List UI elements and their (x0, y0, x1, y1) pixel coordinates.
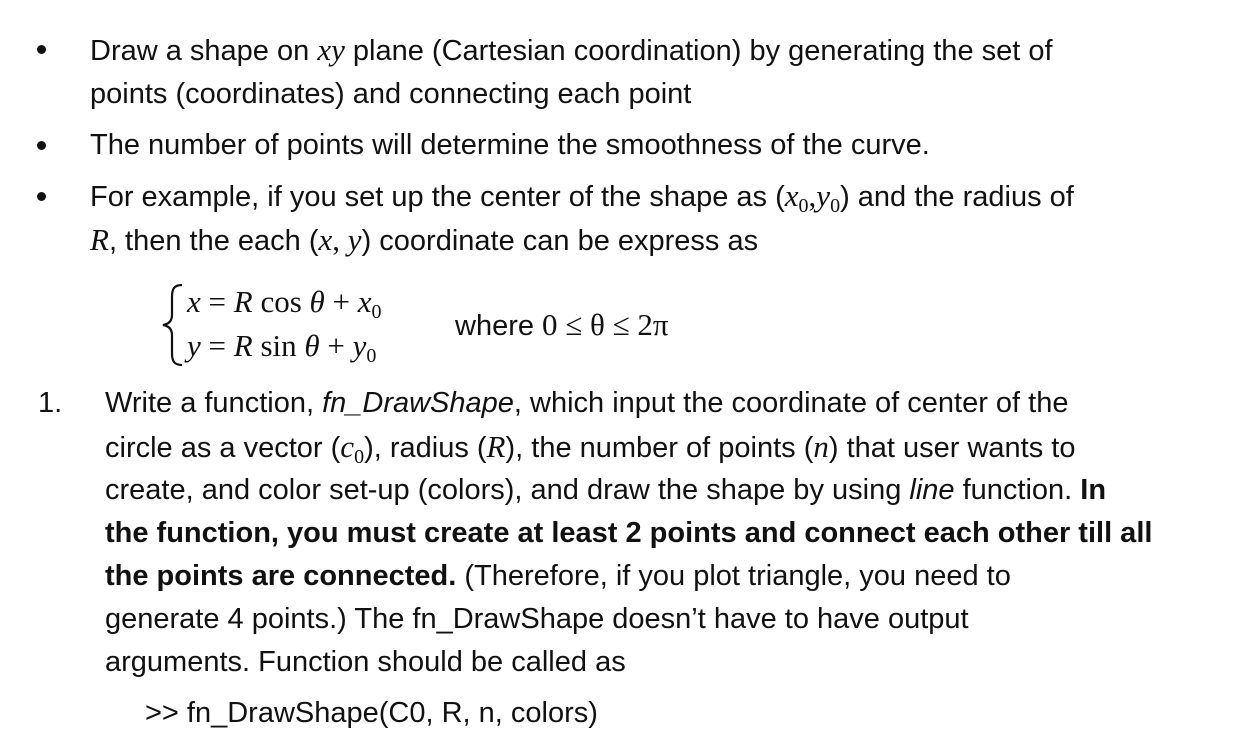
math-subscript: 0 (798, 195, 809, 217)
math-R: R (486, 429, 506, 464)
bullet-1-line-1 (90, 30, 1053, 71)
task-line-1 (105, 383, 1068, 423)
math-y: y (187, 328, 201, 363)
math-xy: xy (317, 32, 345, 67)
math-subscript: 0 (366, 345, 377, 367)
text-run: function. (954, 474, 1081, 506)
function-call-example: >> fn_DrawShape(C0, R, n, colors) (145, 697, 598, 729)
bullet-dot-icon (37, 45, 46, 54)
math-y: y (816, 178, 831, 213)
math-theta: θ (309, 284, 325, 319)
where-clause (455, 307, 669, 344)
parametric-formula (160, 283, 760, 368)
math-cos: cos (252, 284, 310, 319)
text-run: ) that user wants to (828, 432, 1076, 464)
equation-x (187, 284, 382, 330)
bullet-3-line-1 (90, 176, 1074, 226)
math-equals: = (200, 328, 234, 363)
text-run: (Therefore, if you plot triangle, you need to (456, 560, 1011, 592)
math-comma: , (808, 178, 817, 213)
math-equals: = (200, 284, 234, 319)
equation-y (187, 328, 376, 374)
math-subscript: 0 (354, 446, 365, 468)
math-x: x (784, 178, 799, 213)
text-run: ), radius ( (364, 432, 487, 464)
math-x: x (187, 284, 201, 319)
bullet-dot-icon (37, 141, 46, 150)
task-line-4: the function, you must create at least 2 points and connect each other till all (105, 517, 1153, 549)
text-run: ) coordinate can be express as (361, 225, 759, 257)
bullet-2-line-1: The number of points will determine the smoothness of the curve. (90, 129, 930, 161)
math-c: c (340, 429, 355, 464)
math-y: y (352, 328, 367, 363)
task-number: 1. (38, 387, 63, 419)
text-run: Write a function, (105, 387, 323, 419)
text-run: create, and color set-up (colors), and draw the shape by using (105, 474, 910, 506)
bullet-1-line-2: points (coordinates) and connecting each point (90, 78, 692, 110)
task-line-6: generate 4 points.) The fn_DrawShape doesn’t have to have output (105, 603, 969, 635)
italic-line: line (909, 474, 955, 506)
text-run: where (455, 310, 543, 342)
left-brace-icon (160, 283, 186, 367)
math-plus: + (324, 284, 358, 319)
text-run: plane (Cartesian coordination) by generating the set of (344, 35, 1053, 67)
math-R: R (90, 222, 109, 257)
math-y: y (347, 222, 362, 257)
task-line-7: arguments. Function should be called as (105, 646, 626, 678)
text-run: circle as a vector ( (105, 432, 341, 464)
math-x: x (357, 284, 372, 319)
text-run: For example, if you set up the center of the shape as ( (90, 181, 785, 213)
bold-text: In (1080, 474, 1107, 506)
task-line-5 (105, 556, 1011, 596)
text-run: , which input the coordinate of center of the (513, 387, 1069, 419)
math-sin: sin (252, 328, 305, 363)
math-theta: θ (304, 328, 320, 363)
text-run: Draw a shape on (90, 35, 318, 67)
math-n: n (813, 429, 829, 464)
math-subscript: 0 (371, 301, 382, 323)
text-run: ) and the radius of (840, 181, 1074, 213)
text-run: ), the number of points ( (505, 432, 814, 464)
bold-text: the points are connected. (105, 560, 457, 592)
text-run: , then the each ( (108, 225, 319, 257)
task-line-3 (105, 470, 1106, 510)
bullet-3-line-2 (90, 220, 758, 261)
bullet-dot-icon (37, 192, 46, 201)
math-subscript: 0 (830, 195, 841, 217)
math-theta-range: 0 ≤ θ ≤ 2π (542, 307, 669, 342)
math-comma: , (332, 222, 348, 257)
math-plus: + (319, 328, 353, 363)
function-name: fn_DrawShape (322, 387, 514, 419)
math-x: x (318, 222, 333, 257)
math-R: R (233, 284, 253, 319)
math-R: R (233, 328, 253, 363)
